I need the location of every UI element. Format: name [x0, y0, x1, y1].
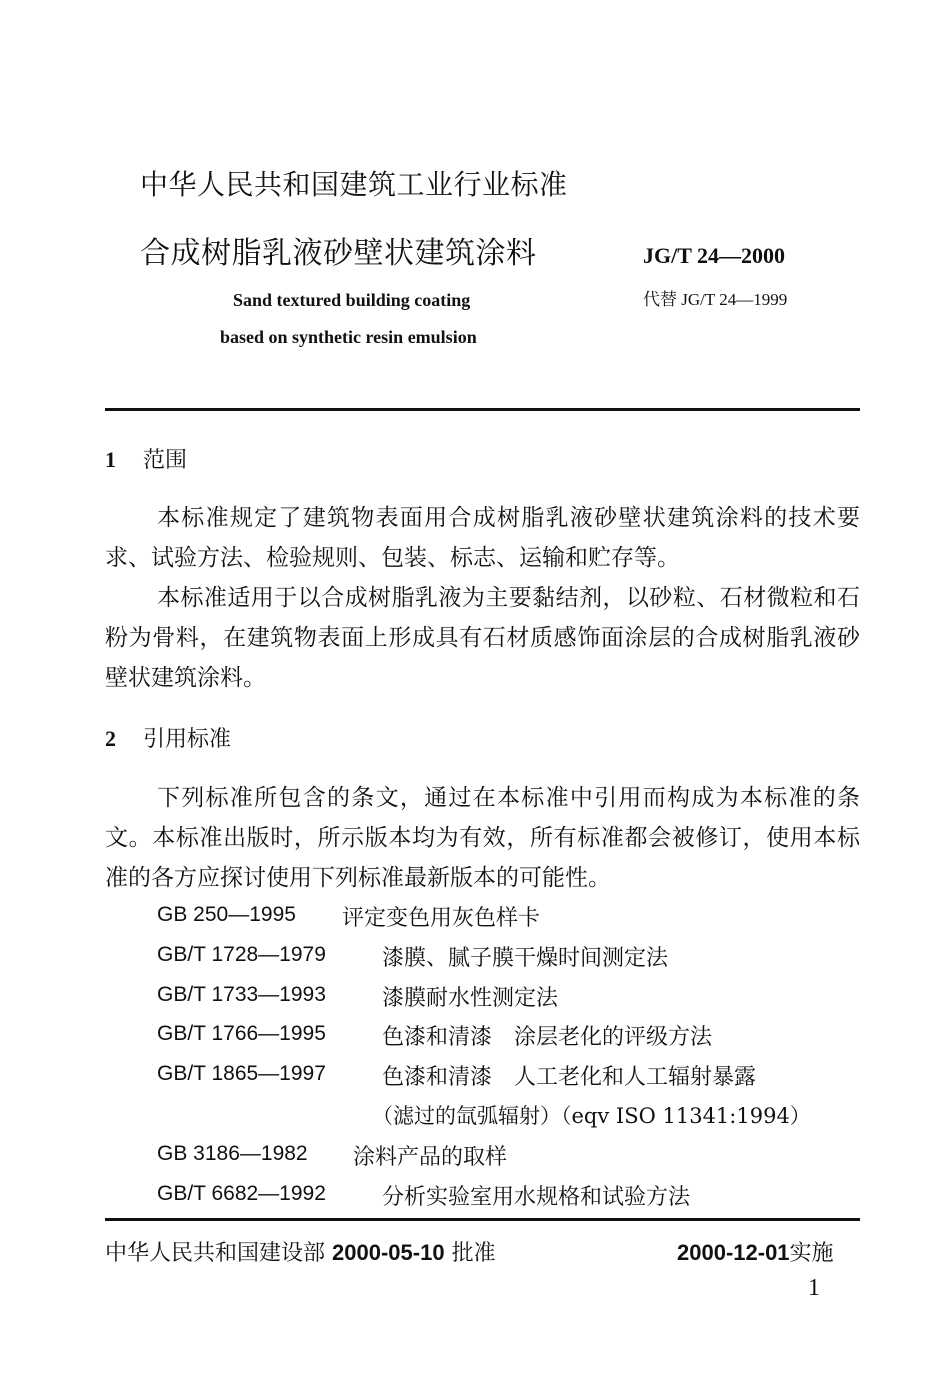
reference-code: GB/T 1733—1993	[157, 983, 326, 1006]
section-title: 引用标准	[143, 727, 232, 752]
standard-category: 中华人民共和国建筑工业行业标准	[140, 168, 568, 201]
english-title-line-1: Sand textured building coating	[233, 290, 471, 310]
replaces-standard: 代替 JG/T 24—1999	[643, 290, 788, 309]
paragraph: 下列标准所包含的条文，通过在本标准中引用而构成为本标准的条文。本标准出版时，所示版本均为有效，所有标准都会被修订，使用本标准的各方应探讨使用下列标准最新版本的可能性。	[105, 785, 860, 891]
section-number: 2	[105, 726, 116, 751]
reference-title: 评定变色用灰色样卡	[342, 906, 541, 931]
reference-code: GB 3186—1982	[157, 1142, 308, 1165]
paragraph: 本标准适用于以合成树脂乳液为主要黏结剂，以砂粒、石材微粒和石粉为骨料，在建筑物表面上形成具有石材质感饰面涂层的合成树脂乳液砂壁状建筑涂料。	[105, 585, 860, 691]
standard-code: JG/T 24—2000	[643, 243, 786, 268]
header-divider	[105, 408, 860, 411]
reference-title: 色漆和清漆 人工老化和人工辐射暴露	[382, 1065, 757, 1090]
reference-code: GB/T 6682—1992	[157, 1182, 326, 1205]
reference-title: 色漆和清漆 涂层老化的评级方法	[382, 1025, 713, 1050]
footer-divider	[105, 1218, 860, 1221]
issuer: 中华人民共和国建设部	[105, 1241, 326, 1266]
page-number: 1	[808, 1275, 820, 1301]
effective-date: 2000-12-01	[677, 1240, 790, 1265]
reference-title: 漆膜耐水性测定法	[382, 986, 559, 1011]
reference-code: GB 250—1995	[157, 903, 296, 926]
reference-title: 分析实验室用水规格和试验方法	[382, 1185, 691, 1210]
reference-title-continued: （滤过的氙弧辐射）（eqv ISO 11341:1994）	[372, 1104, 811, 1128]
reference-title: 漆膜、腻子膜干燥时间测定法	[382, 946, 669, 971]
reference-code: GB/T 1728—1979	[157, 943, 326, 966]
effective-label: 实施	[789, 1241, 834, 1266]
english-title-line-2: based on synthetic resin emulsion	[220, 327, 477, 347]
approved-label: 批准	[451, 1241, 496, 1266]
reference-code: GB/T 1865—1997	[157, 1062, 326, 1085]
paragraph: 本标准规定了建筑物表面用合成树脂乳液砂壁状建筑涂料的技术要求、试验方法、检验规则、包装、标志、运输和贮存等。	[105, 505, 860, 571]
effective-line	[677, 1236, 834, 1267]
reference-code: GB/T 1766—1995	[157, 1022, 326, 1045]
section-number: 1	[105, 447, 116, 472]
section-heading-references	[105, 722, 231, 753]
approval-line	[105, 1236, 496, 1267]
approved-date: 2000-05-10	[332, 1240, 445, 1265]
section-heading-scope	[105, 443, 187, 474]
reference-title: 涂料产品的取样	[353, 1145, 508, 1170]
document-title: 合成树脂乳液砂壁状建筑涂料	[140, 236, 537, 271]
section-title: 范围	[143, 448, 188, 473]
